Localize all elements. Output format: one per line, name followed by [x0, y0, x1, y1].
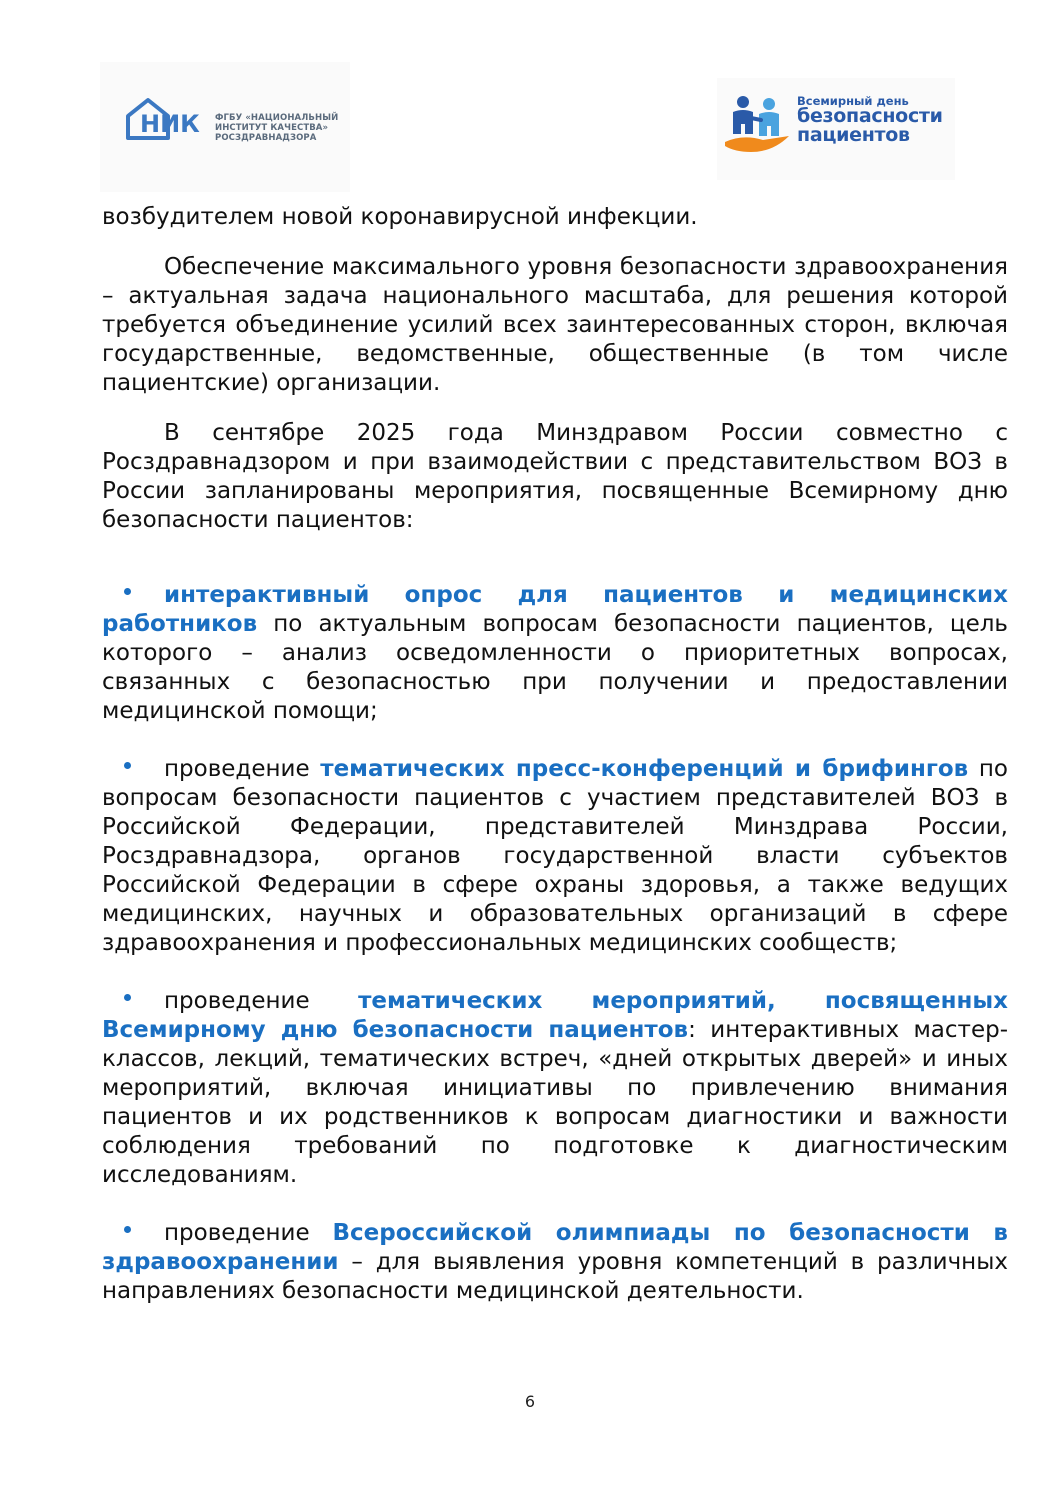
wpsd-title-line-1: Всемирный день — [797, 94, 909, 108]
bullet-item — [102, 987, 1008, 1190]
bullet-icon — [102, 1219, 164, 1248]
paragraph-safety-task: Обеспечение максимального уровня безопасности здравоохранения – актуальная задача национального масштаба, для решения которой требуется объединение усилий всех заинтересованных сторон, включая государственные, ведомственные, общественные (в том числе пациентские) организации. — [102, 254, 1008, 396]
nik-abbr: НИК — [140, 110, 200, 138]
bullet-text: по вопросам безопасности пациентов с участием представителей ВОЗ в Российской Федерации, представителей Минздрава России, Росздравнадзора, органов государственной власти субъектов Российской Федерации в сфере охраны здоровья, а также ведущих медицинских, научных и образовательных организаций в сфере здравоохранения и профессиональных медицинских сообществ; — [102, 756, 1008, 956]
page-header — [0, 0, 1060, 200]
bullet-icon — [102, 987, 164, 1016]
people-hands-icon — [723, 94, 793, 156]
wpsd-title-block — [797, 107, 943, 145]
bullet-icon — [102, 581, 164, 610]
paragraph-september-events: В сентябре 2025 года Минздравом России совместно с Росздравнадзором и при взаимодействии с представительством ВОЗ в России запланированы мероприятия, посвященные Всемирному дню безопасности пациентов: — [102, 420, 1008, 533]
bullet-lead: проведение — [164, 1220, 333, 1246]
patient-safety-day-logo — [717, 78, 955, 180]
bullet-highlight: Всероссийской олимпиады по безопасности в здравоохранении — [102, 1220, 1008, 1275]
nik-house-icon — [124, 96, 214, 142]
bullet-highlight: тематических мероприятий, посвященных Всемирному дню безопасности пациентов — [102, 988, 1008, 1043]
nik-logo — [100, 62, 350, 192]
bullet-lead: проведение — [164, 756, 321, 782]
bullet-text: – для выявления уровня компетенций в различных направлениях безопасности медицинской деятельности. — [102, 1249, 1008, 1304]
wpsd-title-line-2: безопасности — [797, 105, 943, 127]
bullet-lead: проведение — [164, 988, 359, 1014]
nik-line-3: РОСЗДРАВНАДЗОРА — [215, 133, 317, 143]
bullet-text: по актуальным вопросам безопасности пациентов, цель которого – анализ осведомленности о приоритетных вопросах, связанных с безопасностью при получении и предоставлении медицинской помощи; — [102, 611, 1008, 724]
bullet-highlight: интерактивный опрос для пациентов и медицинских работников — [102, 582, 1008, 637]
bullet-icon — [102, 755, 164, 784]
bullet-item — [102, 755, 1008, 958]
bullet-item — [102, 581, 1008, 726]
bullet-item — [102, 1219, 1008, 1306]
nik-line-2: ИНСТИТУТ КАЧЕСТВА» — [215, 123, 329, 133]
paragraph-continuation: возбудителем новой коронавирусной инфекции. — [102, 204, 698, 230]
bullet-highlight: тематических пресс-конференций и брифингов — [320, 756, 969, 782]
nik-line-1: ФГБУ «НАЦИОНАЛЬНЫЙ — [215, 113, 339, 123]
bullet-text: : интерактивных мастер-классов, лекций, тематических встреч, «дней открытых дверей» и иных мероприятий, включая инициативы по привлечению внимания пациентов и их родственников к вопросам диагностики и важности соблюдения требований по подготовке к диагностическим исследованиям. — [102, 1017, 1008, 1188]
wpsd-title-line-3: пациентов — [797, 124, 910, 146]
nik-caption — [215, 113, 338, 143]
page-body — [102, 203, 1008, 1306]
page-number: 6 — [524, 1392, 536, 1411]
